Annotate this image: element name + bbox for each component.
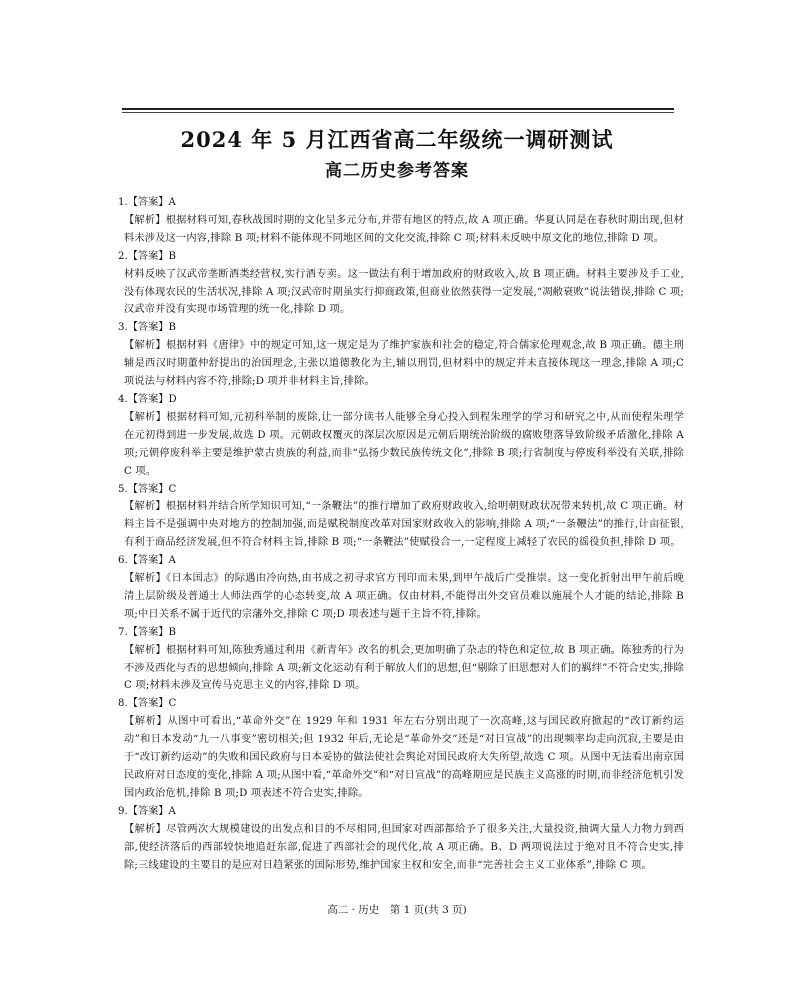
answer-line: 8.【答案】C xyxy=(118,698,177,710)
answer-line: 4.【答案】D xyxy=(118,393,177,405)
explanation-text: 材料反映了汉武帝垄断酒类经营权,实行酒专卖。这一做法有利于增加政府的财政收入,故 B 项正确。材料主要涉及手工业,没有体现农民的生活状况,排除 A 项;汉武帝时期虽实行抑商政策,但商业依然获得一定发展,“凋敝衰败”说法错误,排除 C 项;汉武帝并没有实现市场管理的统一化,排除 D 项。 xyxy=(124,268,684,316)
answer-line: 7.【答案】B xyxy=(118,626,176,638)
question-item xyxy=(118,319,684,391)
question-item xyxy=(118,194,684,248)
exam-title: 2024 年 5 月江西省高二年级统一调研测试 xyxy=(180,127,614,152)
explanation-text: 【解析】《日本国志》的际遇由冷向热,由书成之初寻求官方刊印而未果,到甲午战后广受推崇。这一变化折射出甲午前后晚清上层阶级及普通士人师法西学的心态转变,故 A 项正确。仅由材料,不能得出外交官员难以施展个人才能的结论,排除 B 项;中日关系不属于近代的宗藩外交,排除 C 项;D 项表述与题干主旨不符,排除。 xyxy=(124,573,684,620)
answer-list xyxy=(118,194,684,874)
document-subtitle: 高二历史参考答案 xyxy=(325,161,469,181)
explanation-text: 【解析】根据材料可知,元初科举制的废除,让一部分读书人能够全身心投入到程朱理学的学习和研究之中,从而使程朱理学在元初得到进一步发展,故选 D 项。元朝政权覆灭的深层次原因是元朝后期统治阶级的腐败堕落导致阶级矛盾激化,排除 A 项;元朝停废科举主要是维护蒙古贵族的利益,而非“弘扬少数民族传统文化”,排除 B 项;行省制度与停废科举没有关联,排除 C 项。 xyxy=(124,411,684,477)
explanation-text: 【解析】根据材料可知,春秋战国时期的文化呈多元分布,并带有地区的特点,故 A 项正确。华夏认同是在春秋时期出现,但材料未涉及这一内容,排除 B 项;材料不能体现不同地区间的文化交流,排除 C 项;材料未反映中原文化的地位,排除 D 项。 xyxy=(124,214,684,244)
header-rule-thick xyxy=(122,108,674,110)
explanation-text: 【解析】从图中可看出,“革命外交”在 1929 年和 1931 年左右分别出现了一次高峰,这与国民政府掀起的“改订新约运动”和日本发动“九一八事变”密切相关;但 1932 年后,无论是“革命外交”还是“对日宣战”的出现频率均走向沉寂,主要是由于“改订新约运动”的失败和国民政府与日本妥协的做法使社会舆论对国民政府大失所望,故选 C 项。从图中无法看出南京国民政府对日态度的变化,排除 A 项;从图中看,“革命外交”和“对日宣战”的高峰期应是民族主义高涨的时期,而非经济危机引发国内政治危机,排除 B 项;D 项表述不符合史实,排除。 xyxy=(124,716,684,799)
explanation-text: 【解析】根据材料并结合所学知识可知,“一条鞭法”的推行增加了政府财政收入,给明朝财政状况带来转机,故 C 项正确。材料主旨不是强调中央对地方的控制加强,而是赋税制度改革对国家财政收入的影响,排除 A 项;“一条鞭法”的推行,计亩征银,有利于商品经济发展,但不符合材料主旨,排除 B 项;“一条鞭法”使赋役合一,一定程度上减轻了农民的徭役负担,排除 D 项。 xyxy=(124,501,684,549)
question-item xyxy=(118,481,684,553)
question-item xyxy=(118,695,684,802)
answer-line: 3.【答案】B xyxy=(118,322,176,334)
answer-line: 5.【答案】C xyxy=(118,483,177,495)
question-item xyxy=(118,624,684,696)
question-item xyxy=(118,552,684,624)
answer-line: 2.【答案】B xyxy=(118,250,176,262)
question-item xyxy=(118,248,684,320)
explanation-text: 【解析】根据材料可知,陈独秀通过利用《新青年》改名的机会,更加明确了杂志的特色和定位,故 B 项正确。陈独秀的行为不涉及西化与否的思想倾向,排除 A 项;新文化运动有利于解放人们的思想,但“剔除了旧思想对人们的羁绊”不符合史实,排除 C 项;材料未涉及宣传马克思主义的内容,排除 D 项。 xyxy=(124,644,684,692)
answer-line: 6.【答案】A xyxy=(118,555,176,567)
explanation-text: 【解析】尽管两次大规模建设的出发点和目的不尽相同,但国家对西部都给予了很多关注,大量投资,抽调大量人力物力到西部,使经济落后的西部较快地追赶东部,促进了西部社会的现代化,故 A 项正确。B、D 两项说法过于绝对且不符合史实,排除;三线建设的主要目的是应对日趋紧张的国际形势,维护国家主权和安全,而非“完善社会主义工业体系”,排除 C 项。 xyxy=(124,823,684,871)
header-rule-thin xyxy=(122,112,674,113)
question-item xyxy=(118,803,684,875)
page-footer: 高二 · 历史 第 1 页(共 3 页) xyxy=(327,904,467,916)
answer-line: 1.【答案】A xyxy=(118,197,176,208)
question-item xyxy=(118,391,684,481)
explanation-text: 【解析】根据材料《唐律》中的规定可知,这一规定是为了维护家族和社会的稳定,符合儒家伦理观念,故 B 项正确。德主刑辅是西汉时期董仲舒提出的治国理念,主张以道德教化为主,辅以刑罚,但材料中的规定并未直接体现这一理念,排除 A 项;C 项说法与材料内容不符,排除;D 项并非材料主旨,排除。 xyxy=(124,340,684,388)
answer-line: 9.【答案】A xyxy=(118,805,176,817)
